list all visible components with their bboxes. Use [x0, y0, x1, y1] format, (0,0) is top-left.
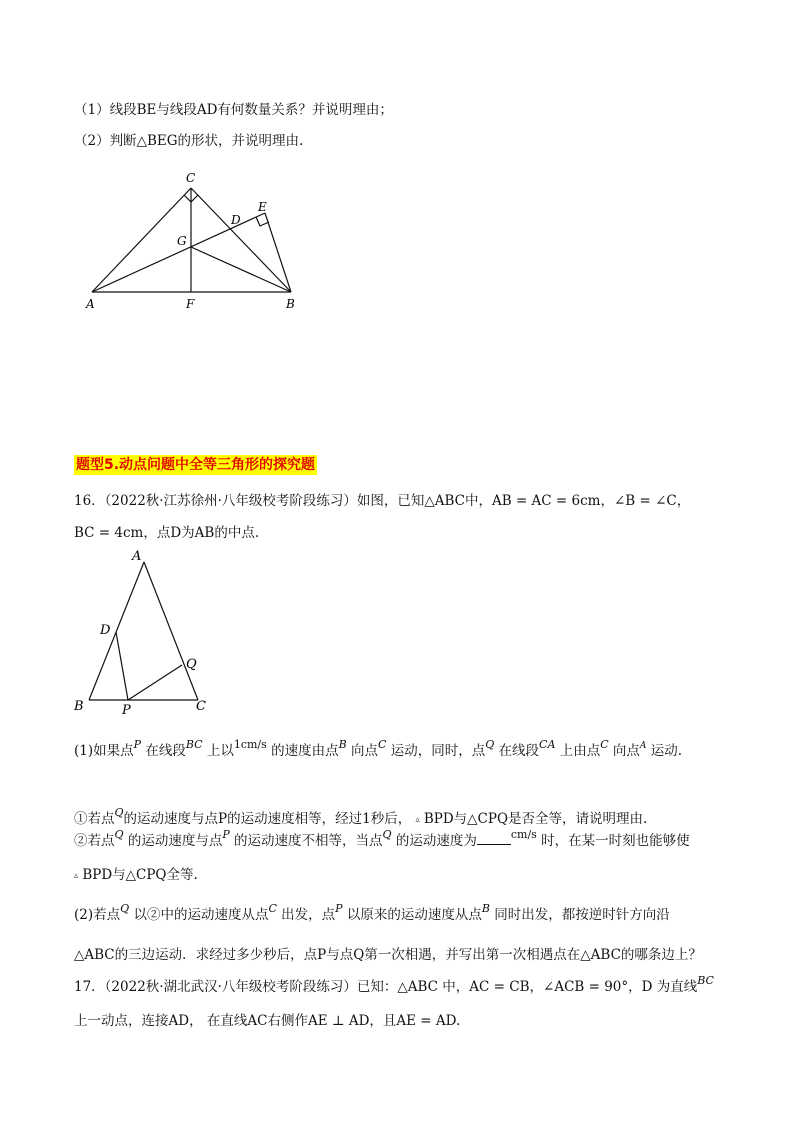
- label-a: A: [132, 549, 142, 564]
- label-d: D: [231, 213, 241, 227]
- problem-16-line-2: BC = 4cm，点D为AB的中点.: [74, 525, 260, 541]
- problem-16-question-2: ②若点$^Q$ 的运动速度与点$^P$ 的运动速度不相等，当点$^Q$ 的运动速度为 $^{cm/s}$ 时，在某一时刻也能够使: [74, 828, 690, 849]
- problem-16-part-2-cont: △ABC的三边运动．求经过多少秒后，点P与点Q第一次相遇，并写出第一次相遇点在△ABC的哪条边上？: [74, 947, 702, 963]
- label-q: Q: [186, 657, 197, 672]
- section-heading: 题型5.动点问题中全等三角形的探究题: [76, 457, 316, 473]
- label-b: B: [74, 699, 84, 714]
- segment-pq: [128, 665, 182, 700]
- segment-dp: [116, 632, 128, 700]
- label-a: A: [86, 297, 95, 311]
- label-c: C: [186, 171, 196, 185]
- figure-triangle-abc-dpq: [70, 548, 230, 718]
- problem-16-question-2-cont: ▵ BPD与△CPQ全等.: [74, 867, 198, 883]
- label-d: D: [100, 623, 111, 638]
- label-c: C: [196, 699, 206, 714]
- label-p: P: [122, 703, 131, 718]
- label-b: B: [286, 297, 295, 311]
- problem-16-line-1: 16．（2022秋·江苏徐州·八年级校考阶段练习）如图，已知△ABC中，AB = AC = 6cm，∠B = ∠C，: [74, 493, 691, 509]
- problem-16-part-2: (2)若点$^Q$ 以②中的运动速度从点$^C$ 出发，点$^P$ 以原来的运动速度从点$^B$ 同时出发，都按逆时针方向沿: [74, 902, 670, 923]
- figure-triangle-abc-with-e: [80, 168, 320, 318]
- segment-ac: [144, 562, 198, 700]
- label-e: E: [258, 200, 267, 214]
- problem-17-line-2: 上一动点，连接AD， 在直线AC右侧作AE ⊥ AD，且AE = AD.: [74, 1013, 461, 1029]
- answer-blank[interactable]: [477, 832, 511, 845]
- segment-ab: [89, 562, 144, 700]
- question-1: （1）线段BE与线段AD有何数量关系？并说明理由；: [74, 102, 393, 118]
- problem-16-question-1: ①若点$^Q$的运动速度与点P的运动速度相等，经过1秒后， ▵ BPD与△CPQ是否全等，请说明理由.: [74, 806, 648, 827]
- segment-be: [265, 213, 291, 292]
- label-f: F: [186, 297, 195, 311]
- segment-gb: [191, 247, 291, 292]
- problem-17-line-1: 17．（2022秋·湖北武汉·八年级校考阶段练习）已知：△ABC 中，AC = CB，∠ACB = 90°，D 为直线$^{BC}$: [74, 974, 714, 995]
- problem-16-part-1: (1)如果点$^P$ 在线段$^{BC}$ 上以$^{1cm/s}$ 的速度由点$^B$ 向点$^C$ 运动，同时，点$^Q$ 在线段$^{CA}$ 上由点$^C$ 向点$^A$ 运动.: [74, 738, 683, 759]
- question-2: （2）判断△BEG的形状，并说明理由.: [74, 133, 304, 149]
- label-g: G: [177, 234, 187, 248]
